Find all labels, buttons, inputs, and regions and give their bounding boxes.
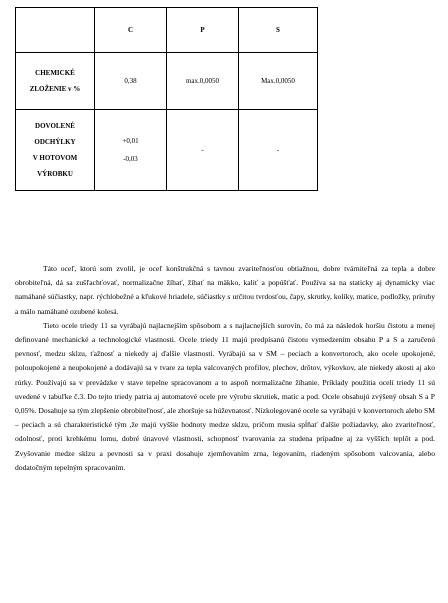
row-label-line: VÝROBKU: [37, 170, 73, 179]
paragraph: Táto oceľ, ktorú som zvolil, je oceľ konštrukčná s tavnou zvariteľnosťou obtiažnou, dobre tvárniteľná za tepla a dobre obrobiteľná, dá sa zušľachťovať, normalizačne žíhať, žíhať na mäkko, kaliť a popúšťať. Používa sa na staticky aj dynamicky viac namáhané súčiastky, napr. rýchlobežné a kľukové hriadele, súčiastky s určitou tvrdosťou, čapy, skrutky, kolíky, matice, podložky, príruby a málo namáhané ozubené kolesá.: [15, 264, 435, 316]
table-header-cell: C: [95, 8, 167, 53]
row-label: [16, 110, 95, 191]
cell-value: -: [276, 145, 280, 154]
cell-value: -: [201, 145, 204, 154]
cell-value: max.0,0050: [185, 76, 220, 85]
row-label: [16, 53, 95, 110]
table-row: [16, 53, 318, 110]
table-cell: [95, 110, 167, 191]
paragraph: Tieto ocele triedy 11 sa vyrábajú najlacnejším spôsobom a s najlacnejších surovín, čo má za následok horšiu čistotu a menej definované mechanické a technologické vlastnosti. Ocele triedy 11 majú predpísanú čistotu vymedzením obsahu P a S a zaručenú pevnosť, medzu sklzu, ťažnosť a niekedy aj ďalšie vlastnosti. Vyrábajú sa v SM – peciach a konvertoroch, ako ocele upokojené, poloupokojené a neupokojené a dodávajú sa v tvare za tepla valcovaných profilov, plechov, drôtov, výkovkov, ale niekedy akosti aj ako rúrky. Používajú sa v prevádzke v stave tepelne spracovanom a to aspoň normalizačne žíhanie. Príklady použitia ocelí triedy 11 sú uvedené v tabuľke č.3. Do tejto triedy patria aj automatové ocele pre výrobu skrutiek, matíc a pod. Ocele obsahujú zvýšený obsah S a P 0,05%. Dosahuje sa tým zlepšenie obrobiteľnosť, ale zhoršuje sa húževnatosť. Nízkolegované ocele sa vyrábajú v konvertoroch alebo SM – peciach a sú charakteristické tým ,že majú vyššie hodnoty medze sklzu, pričom musia spĺňať ďalšie požiadavky, ako zvariteľnosť, odolnosť, proti krehkému lomu, dobré únavové vlastnosti, schopnosť tvarovania za studena prípadne aj za vyšších teplôt a pod. Zvyšovanie medze sklzu a pevnosti sa v praxi dosahuje zjemňovaním zrna, legovaním, riadeným spôsobom valcovania, alebo dodatočným tepelným spracovaním.: [15, 320, 435, 472]
row-label-line: ZLOŽENIE v %: [29, 85, 81, 93]
cell-value: +0,01: [122, 136, 139, 145]
body-text: [15, 262, 435, 475]
table-cell: [167, 110, 239, 191]
table-cell: [239, 53, 318, 110]
cell-value: -0,03: [123, 155, 138, 163]
row-label-line: DOVOLENÉ: [35, 121, 75, 130]
row-label-line: V HOTOVOM: [32, 154, 78, 162]
row-label-line: ODCHÝLKY: [34, 137, 76, 146]
cell-value: 0,38: [124, 76, 137, 85]
chemical-composition-table: [15, 7, 318, 191]
table-header-row: [16, 8, 318, 53]
table-row: [16, 110, 318, 191]
table-header-cell: S: [239, 8, 318, 53]
table-corner-cell: [16, 8, 95, 53]
cell-value: Max.0,0050: [261, 76, 295, 85]
row-label-line: CHEMICKÉ: [35, 68, 75, 77]
table-cell: [95, 53, 167, 110]
table-cell: [167, 53, 239, 110]
table-header-cell: P: [167, 8, 239, 53]
table-cell: [239, 110, 318, 191]
